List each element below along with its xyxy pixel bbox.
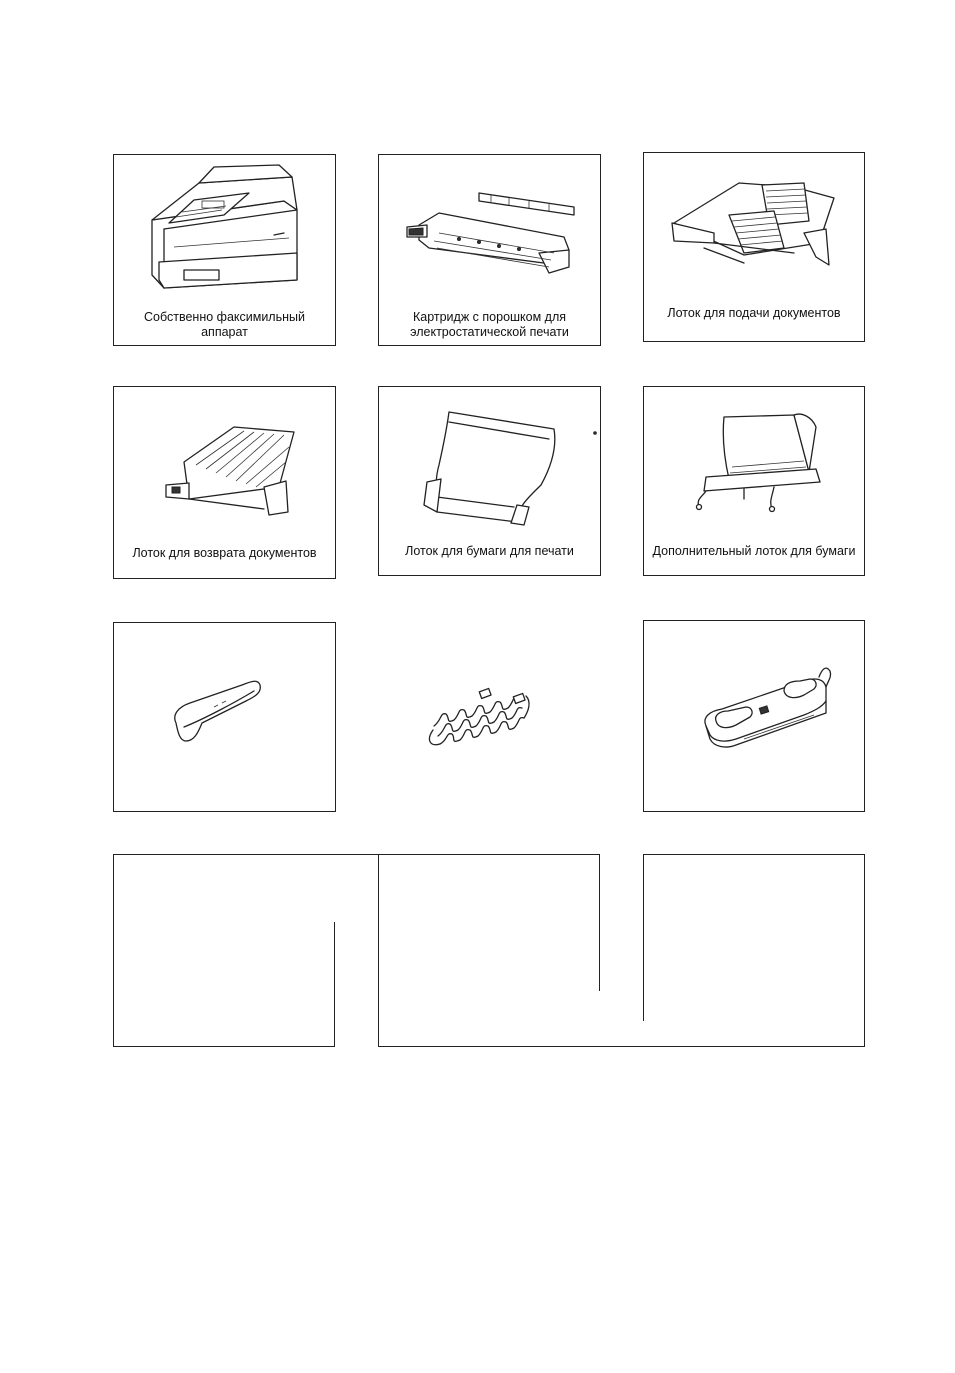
item-box-print-paper-tray [378, 386, 601, 576]
item-box-handset [113, 622, 336, 812]
caption-document-return-tray: Лоток для возврата документов [132, 546, 317, 560]
item-box-document-return-tray [113, 386, 336, 579]
frame-line [113, 854, 114, 1047]
caption-print-paper-tray: Лоток для бумаги для печати [405, 544, 574, 558]
frame-line [113, 1046, 335, 1047]
item-box-handset-cradle [643, 620, 865, 812]
coiled-cord [429, 696, 529, 745]
frame-line [643, 854, 644, 1021]
caption-fax-machine: Собственно факсимильный аппарат [144, 310, 305, 339]
caption-document-feed-tray: Лоток для подачи документов [667, 306, 841, 320]
caption-toner-cartridge: Картридж с порошком для электростатической печати [410, 310, 569, 339]
frame-line [113, 854, 600, 855]
handset-illustration [114, 623, 337, 813]
item-box-extra-paper-tray [643, 386, 865, 576]
item-box-toner-cartridge [378, 154, 601, 346]
caption-extra-paper-tray: Дополнительный лоток для бумаги [652, 544, 856, 558]
handset-cradle-illustration [644, 621, 866, 813]
handset-cord-illustration [378, 622, 601, 812]
frame-line [864, 854, 865, 1047]
frame-line [378, 854, 379, 1047]
frame-line [378, 1046, 865, 1047]
item-box-fax-machine [113, 154, 336, 346]
frame-line [643, 854, 865, 855]
item-box-document-feed-tray [643, 152, 865, 342]
handset-cord-area [378, 622, 601, 812]
frame-line [599, 854, 600, 991]
frame-line [334, 922, 335, 1047]
